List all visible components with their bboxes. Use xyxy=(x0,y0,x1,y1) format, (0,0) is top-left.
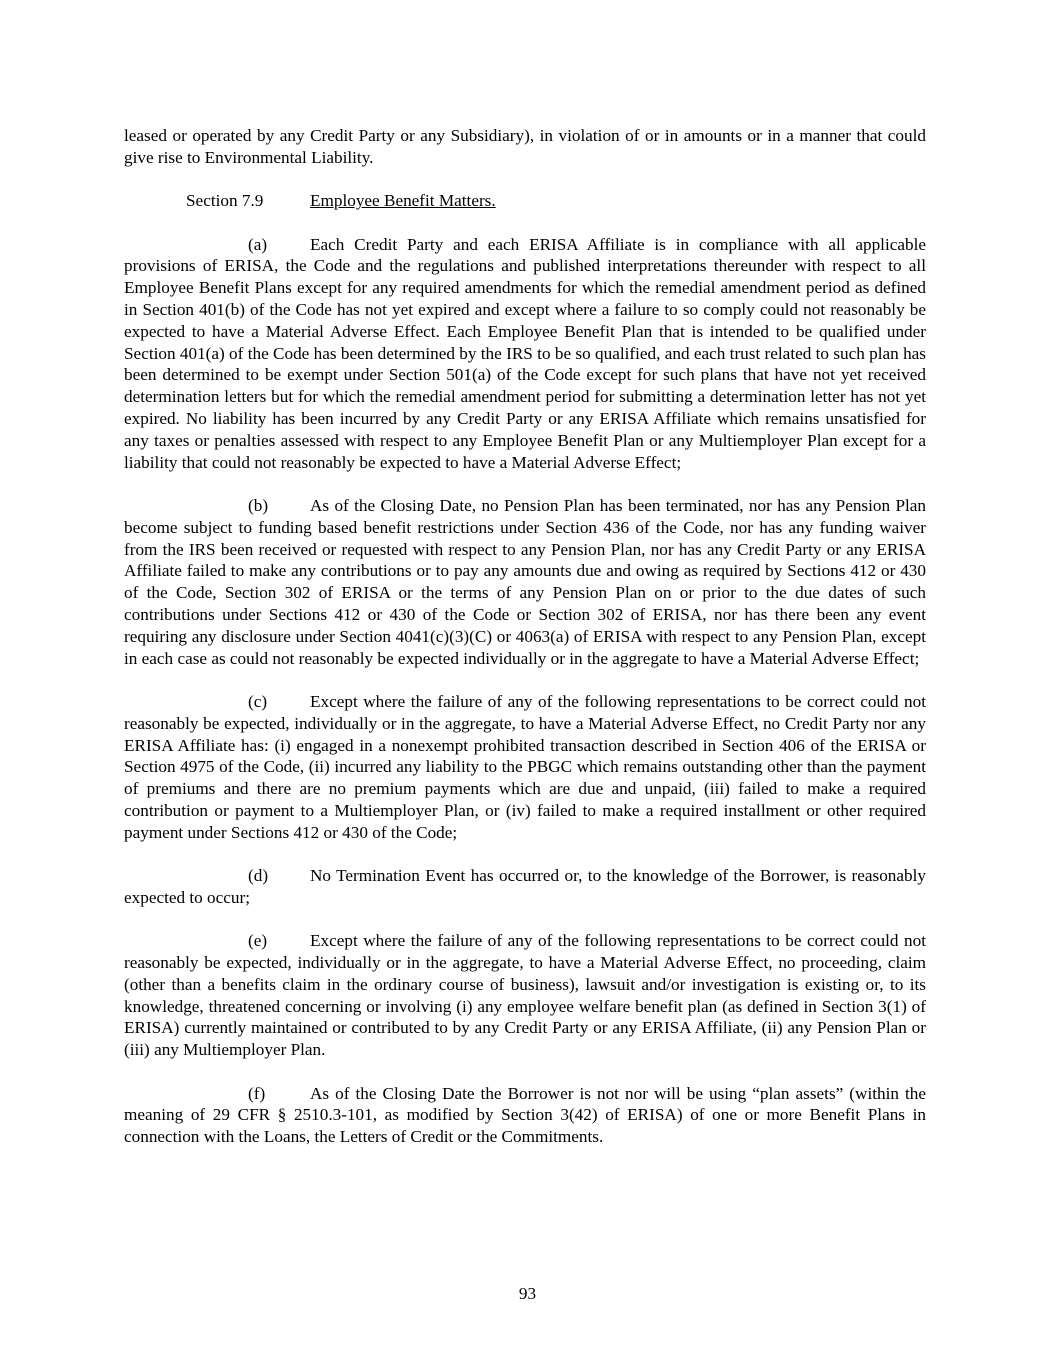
clause-text: As of the Closing Date the Borrower is not nor will be using “plan assets” (within the meaning of 29 CFR § 2510.3-101, as modified by Section 3(42) of ERISA) of one or more Benefit Plans in connection with the Loans, the Letters of Credit or the Commitments. xyxy=(124,1083,926,1147)
intro-paragraph: leased or operated by any Credit Party or any Subsidiary), in violation of or in amounts or in a manner that could give rise to Environmental Liability. xyxy=(124,126,926,167)
clause-b xyxy=(124,495,926,669)
section-title: Employee Benefit Matters. xyxy=(310,191,496,211)
clause-text: Except where the failure of any of the following representations to be correct could not reasonably be expected, individually or in the aggregate, to have a Material Adverse Effect, no proceeding, claim (other than a benefits claim in the ordinary course of business), lawsuit and/or investigation is existing or, to its knowledge, threatened concerning or involving (i) any employee welfare benefit plan (as defined in Section 3(1) of ERISA) currently maintained or contributed to by any Credit Party or any ERISA Affiliate, (ii) any Pension Plan or (iii) any Multiemployer Plan. xyxy=(124,931,926,1060)
clause-label: (b) xyxy=(248,495,269,515)
clause-f xyxy=(124,1083,926,1148)
clause-label: (c) xyxy=(248,691,268,711)
section-number: Section 7.9 xyxy=(186,191,264,211)
clause-e xyxy=(124,930,926,1061)
clause-text: No Termination Event has occurred or, to the knowledge of the Borrower, is reasonably expected to occur; xyxy=(124,866,926,907)
clause-label: (a) xyxy=(248,234,268,254)
clause-label: (e) xyxy=(248,931,268,951)
document-body xyxy=(124,125,926,1170)
section-heading xyxy=(124,190,926,212)
clause-label: (d) xyxy=(248,866,269,886)
clause-c xyxy=(124,691,926,844)
clause-text: As of the Closing Date, no Pension Plan has been terminated, nor has any Pension Plan become subject to funding based benefit restrictions under Section 436 of the Code, nor has any funding waiver from the IRS been received or requested with respect to any Pension Plan, nor has any Credit Party or any ERISA Affiliate failed to make any contributions or to pay any amounts due and owing as required by Sections 412 or 430 of the Code, Section 302 of ERISA or the terms of any Pension Plan on or prior to the due dates of such contributions under Sections 412 or 430 of the Code or Section 302 of ERISA, nor has there been any event requiring any disclosure under Section 4041(c)(3)(C) or 4063(a) of ERISA with respect to any Pension Plan, except in each case as could not reasonably be expected individually or in the aggregate to have a Material Adverse Effect; xyxy=(124,495,926,668)
clause-text: Each Credit Party and each ERISA Affiliate is in compliance with all applicable provisions of ERISA, the Code and the regulations and published interpretations thereunder with respect to all Employee Benefit Plans except for any required amendments for which the remedial amendment period as defined in Section 401(b) of the Code has not yet expired and except where a failure to so comply could not reasonably be expected to have a Material Adverse Effect. Each Employee Benefit Plan that is intended to be qualified under Section 401(a) of the Code has been determined by the IRS to be so qualified, and each trust related to such plan has been determined to be exempt under Section 501(a) of the Code except for such plans that have not yet received determination letters but for which the remedial amendment period for submitting a determination letter has not yet expired. No liability has been incurred by any Credit Party or any ERISA Affiliate which remains unsatisfied for any taxes or penalties assessed with respect to any Employee Benefit Plan or any Multiemployer Plan except for a liability that could not reasonably be expected to have a Material Adverse Effect; xyxy=(124,234,926,472)
page-number: 93 xyxy=(518,1284,537,1303)
clause-a xyxy=(124,234,926,474)
clause-d xyxy=(124,865,926,909)
clause-text: Except where the failure of any of the following representations to be correct could not reasonably be expected, individually or in the aggregate, to have a Material Adverse Effect, no Credit Party nor any ERISA Affiliate has: (i) engaged in a nonexempt prohibited transaction described in Section 406 of the ERISA or Section 4975 of the Code, (ii) incurred any liability to the PBGC which remains outstanding other than the payment of premiums and there are no premium payments which are due and unpaid, (iii) failed to make a required contribution or payment to a Multiemployer Plan, or (iv) failed to make a required installment or other required payment under Sections 412 or 430 of the Code; xyxy=(124,691,926,842)
clause-label: (f) xyxy=(248,1083,266,1103)
